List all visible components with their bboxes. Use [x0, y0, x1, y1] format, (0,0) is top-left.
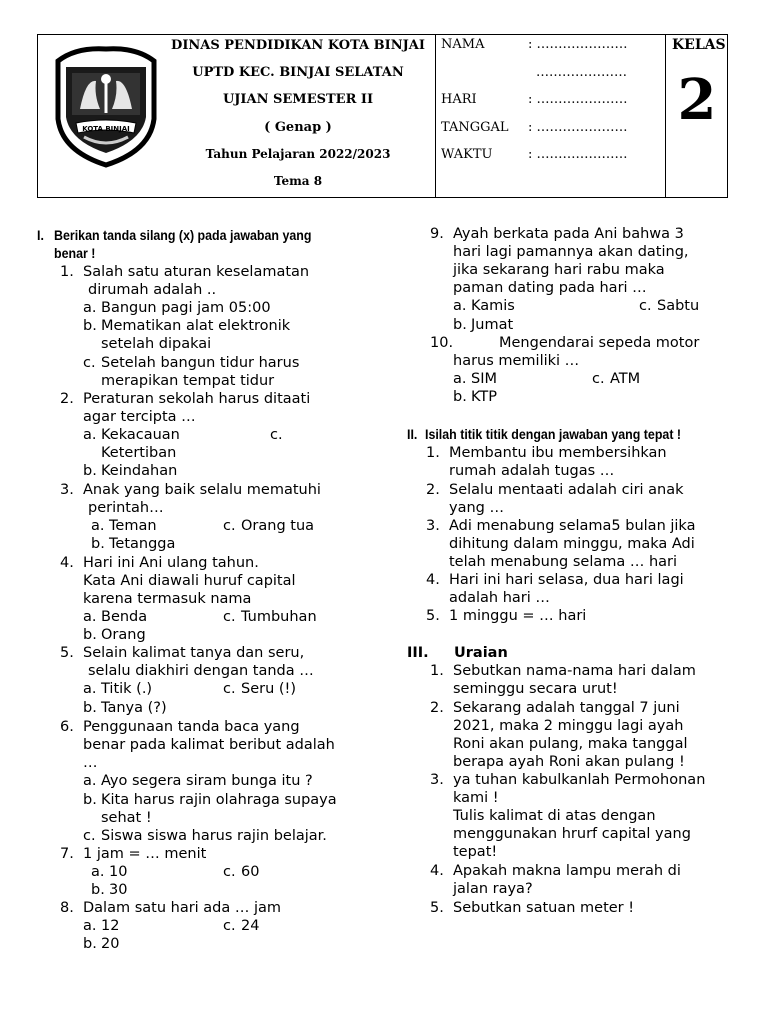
option-a: Kekacauan: [101, 427, 180, 443]
section-1-title-cont: benar !: [54, 246, 96, 261]
section-2-title: Isilah titik titik dengan jawaban yang tepat !: [425, 427, 682, 442]
option-b-marker: b.: [83, 463, 97, 479]
question-text: menggunakan hrurf capital yang: [453, 826, 691, 842]
option-b-cont: sehat !: [101, 810, 152, 826]
question-text: 2021, maka 2 minggu lagi ayah: [453, 718, 684, 734]
option-a: Teman: [109, 518, 157, 534]
question-text: Hari ini Ani ulang tahun.: [83, 555, 259, 571]
option-b: 20: [101, 936, 120, 952]
option-a-marker: a.: [83, 681, 97, 697]
question-text: Adi menabung selama5 bulan jika: [449, 518, 696, 534]
option-c: Ketertiban: [101, 445, 177, 461]
option-b: Kita harus rajin olahraga supaya: [101, 792, 337, 808]
question-text: Dalam satu hari ada … jam: [83, 900, 282, 916]
question-text: Peraturan sekolah harus ditaati: [83, 391, 311, 407]
option-a-marker: a.: [83, 773, 97, 789]
question-text: dihitung dalam minggu, maka Adi: [449, 536, 695, 552]
question-text: Membantu ibu membersihkan: [449, 445, 667, 461]
question-text: berapa ayah Roni akan pulang !: [453, 754, 685, 770]
logo-lettering: KOTA BINJAI: [82, 125, 130, 133]
question-number: 6.: [60, 719, 74, 735]
field-label-tanggal: TANGGAL: [441, 120, 509, 135]
question-text: seminggu secara urut!: [453, 681, 618, 697]
option-c-marker: c.: [223, 518, 236, 534]
question-text: Selain kalimat tanya dan seru,: [83, 645, 305, 661]
school-year: Tahun Pelajaran 2022/2023: [205, 147, 391, 161]
field-label-hari: HARI: [441, 92, 477, 107]
option-a-marker: a.: [91, 864, 105, 880]
question-number: 1.: [426, 445, 440, 461]
option-b-marker: b.: [83, 627, 97, 643]
section-1-title: Berikan tanda silang (x) pada jawaban yang: [54, 228, 312, 243]
question-text: karena termasuk nama: [83, 591, 252, 607]
option-c-marker: c.: [223, 609, 236, 625]
option-c: Setelah bangun tidur harus: [101, 355, 300, 371]
option-a-marker: a.: [83, 609, 97, 625]
option-b: Orang: [101, 627, 146, 643]
question-number: 1.: [430, 663, 444, 679]
option-b-marker: b.: [91, 536, 105, 552]
option-a: Bangun pagi jam 05:00: [101, 300, 271, 316]
question-text: 1 jam = … menit: [83, 846, 207, 862]
question-text: Anak yang baik selalu mematuhi: [83, 482, 321, 498]
option-a-marker: a.: [91, 518, 105, 534]
field-value-tanggal: : …………………: [528, 120, 628, 135]
exam-name: UJIAN SEMESTER II: [222, 92, 374, 107]
option-a: 10: [109, 864, 128, 880]
option-b-marker: b.: [453, 389, 467, 405]
question-text: Kata Ani diawali huruf capital: [83, 573, 296, 589]
option-c-marker: c.: [83, 355, 96, 371]
question-text: jika sekarang hari rabu maka: [453, 262, 665, 278]
section-3-number: III.: [407, 645, 429, 661]
field-value-hari: : …………………: [528, 92, 628, 107]
option-b: Mematikan alat elektronik: [101, 318, 291, 334]
field-label-waktu: WAKTU: [441, 147, 493, 162]
option-b-marker: b.: [83, 792, 97, 808]
school-name: UPTD KEC. BINJAI SELATAN: [192, 65, 404, 80]
question-number: 2.: [60, 391, 74, 407]
question-text: adalah hari …: [449, 590, 550, 606]
option-c-cont: merapikan tempat tidur: [101, 373, 275, 389]
option-c: Sabtu: [657, 298, 700, 314]
option-c: 60: [241, 864, 260, 880]
option-a: Kamis: [471, 298, 515, 314]
question-text: selalu diakhiri dengan tanda …: [88, 663, 314, 679]
question-number: 8.: [60, 900, 74, 916]
section-3-title: Uraian: [454, 645, 508, 661]
question-text: …: [83, 755, 98, 771]
question-text: perintah…: [88, 500, 164, 516]
question-number: 3.: [426, 518, 440, 534]
question-text: 1 minggu = … hari: [449, 608, 587, 624]
option-b-marker: b.: [83, 936, 97, 952]
option-a-marker: a.: [83, 300, 97, 316]
header-divider: [435, 35, 436, 197]
option-c: ATM: [610, 371, 641, 387]
option-b-marker: b.: [91, 882, 105, 898]
option-a-marker: a.: [453, 371, 467, 387]
option-c: Seru (!): [241, 681, 297, 697]
section-1-number: I.: [37, 228, 44, 243]
question-text: agar tercipta …: [83, 409, 196, 425]
question-number: 7.: [60, 846, 74, 862]
question-text: Ayah berkata pada Ani bahwa 3: [453, 226, 684, 242]
option-c-marker: c.: [270, 427, 283, 443]
option-b-marker: b.: [83, 318, 97, 334]
question-number: 5.: [60, 645, 74, 661]
option-b-marker: b.: [83, 700, 97, 716]
question-text: telah menabung selama … hari: [449, 554, 678, 570]
question-text: Salah satu aturan keselamatan: [83, 264, 310, 280]
option-a: SIM: [471, 371, 497, 387]
question-text: ya tuhan kabulkanlah Permohonan: [453, 772, 706, 788]
question-text: benar pada kalimat beribut adalah: [83, 737, 335, 753]
question-text: Selalu mentaati adalah ciri anak: [449, 482, 684, 498]
kota-binjai-logo: [50, 39, 162, 169]
option-a: 12: [101, 918, 120, 934]
option-b-cont: setelah dipakai: [101, 336, 212, 352]
question-number: 4.: [426, 572, 440, 588]
kelas-value: 2: [677, 67, 717, 133]
option-c-marker: c.: [592, 371, 605, 387]
theme-label: Tema 8: [273, 174, 323, 188]
question-text: Roni akan pulang, maka tanggal: [453, 736, 688, 752]
option-b: KTP: [471, 389, 497, 405]
field-value-nama: : …………………: [528, 37, 628, 52]
question-text: Sebutkan nama-nama hari dalam: [453, 663, 696, 679]
question-text: Mengendarai sepeda motor: [499, 335, 700, 351]
question-text: Hari ini hari selasa, dua hari lagi: [449, 572, 684, 588]
section-2-number: II.: [407, 427, 418, 442]
institution-name: DINAS PENDIDIKAN KOTA BINJAI: [171, 38, 425, 53]
exam-term: ( Genap ): [264, 120, 332, 135]
option-b: Tetangga: [109, 536, 176, 552]
option-a-marker: a.: [83, 918, 97, 934]
kelas-label: KELAS: [672, 37, 726, 53]
question-text: yang …: [449, 500, 504, 516]
option-a: Titik (.): [101, 681, 153, 697]
question-text: jalan raya?: [453, 881, 533, 897]
option-c: 24: [241, 918, 260, 934]
option-c: Siswa siswa harus rajin belajar.: [101, 828, 327, 844]
question-text: Apakah makna lampu merah di: [453, 863, 681, 879]
question-text: paman dating pada hari …: [453, 280, 647, 296]
option-a-marker: a.: [453, 298, 467, 314]
option-a: Ayo segera siram bunga itu ?: [101, 773, 313, 789]
question-number: 1.: [60, 264, 74, 280]
question-number: 5.: [426, 608, 440, 624]
option-c-marker: c.: [223, 918, 236, 934]
option-c-marker: c.: [223, 864, 236, 880]
question-number: 5.: [430, 900, 444, 916]
option-c-marker: c.: [83, 828, 96, 844]
question-number: 10.: [430, 335, 454, 351]
field-value-nama-2: …………………: [536, 65, 627, 80]
exam-header: [37, 34, 728, 198]
question-text: kami !: [453, 790, 499, 806]
question-number: 3.: [60, 482, 74, 498]
field-label-nama: NAMA: [441, 37, 485, 52]
option-b-marker: b.: [453, 317, 467, 333]
option-a-marker: a.: [83, 427, 97, 443]
option-b: Keindahan: [101, 463, 178, 479]
question-number: 2.: [426, 482, 440, 498]
question-number: 9.: [430, 226, 444, 242]
question-text: Penggunaan tanda baca yang: [83, 719, 300, 735]
question-number: 2.: [430, 700, 444, 716]
question-text: rumah adalah tugas …: [449, 463, 615, 479]
option-b: Tanya (?): [101, 700, 167, 716]
question-text: Sekarang adalah tanggal 7 juni: [453, 700, 680, 716]
option-b: 30: [109, 882, 128, 898]
question-text: Tulis kalimat di atas dengan: [453, 808, 656, 824]
option-c-marker: c.: [223, 681, 236, 697]
option-a: Benda: [101, 609, 148, 625]
question-text: Sebutkan satuan meter !: [453, 900, 635, 916]
question-number: 4.: [60, 555, 74, 571]
question-text: tepat!: [453, 844, 498, 860]
option-c: Orang tua: [241, 518, 315, 534]
option-c: Tumbuhan: [241, 609, 317, 625]
option-b: Jumat: [471, 317, 514, 333]
question-number: 3.: [430, 772, 444, 788]
field-value-waktu: : …………………: [528, 147, 628, 162]
question-text: hari lagi pamannya akan dating,: [453, 244, 689, 260]
option-c-marker: c.: [639, 298, 652, 314]
question-number: 4.: [430, 863, 444, 879]
question-text: dirumah adalah ..: [88, 282, 217, 298]
question-text: harus memiliki …: [453, 353, 580, 369]
